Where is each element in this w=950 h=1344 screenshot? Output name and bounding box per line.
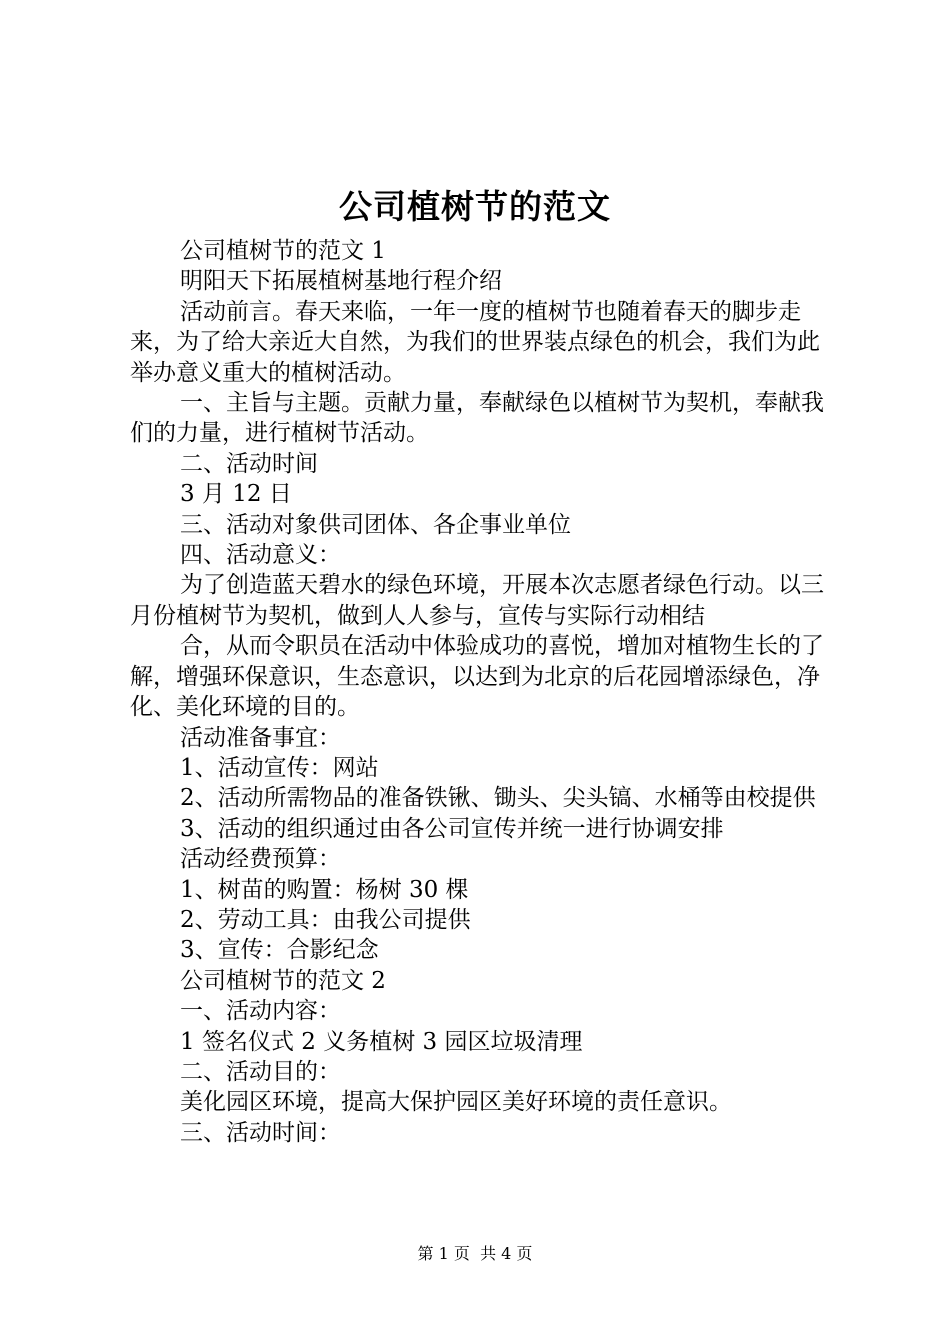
paragraph: 3、活动的组织通过由各公司宣传并统一进行协调安排 [180,815,724,842]
paragraph: 明阳天下拓展植树基地行程介绍 [180,268,502,295]
paragraph: 1 签名仪式 2 义务植树 3 园区垃圾清理 [180,1028,583,1055]
page-total: 共 4 页 [480,1244,533,1263]
paragraph: 活动前言。春天来临，一年一度的植树节也随着春天的脚步走来，为了给大亲近大自然，为我们的世界装点绿色的机会，我们为此举办意义重大的植树活动。 [130,298,820,386]
paragraph: 合，从而令职员在活动中体验成功的喜悦，增加对植物生长的了解，增强环保意识，生态意识，以达到为北京的后花园增添绿色，净化、美化环境的目的。 [130,633,824,721]
paragraph: 四、活动意义： [180,542,341,569]
document-body [130,236,840,1148]
paragraph: 活动经费预算： [180,846,341,873]
paragraph: 二、活动时间 [180,450,318,477]
paragraph: 1、活动宣传：网站 [180,754,379,781]
footer-spacer [470,1244,480,1263]
paragraph: 为了创造蓝天碧水的绿色环境，开展本次志愿者绿色行动。以三月份植树节为契机，做到人人参与，宣传与实际行动相结 [130,572,824,629]
paragraph: 公司植树节的范文 1 [180,238,386,264]
paragraph: 3、宣传：合影纪念 [180,937,379,964]
paragraph: 2、活动所需物品的准备铁锹、锄头、尖头镐、水桶等由校提供 [180,785,816,812]
paragraph: 3 月 12 日 [180,481,292,508]
paragraph: 公司植树节的范文 2 [180,967,386,994]
paragraph: 一、活动内容： [180,998,341,1025]
document-title: 公司植树节的范文 [339,187,611,226]
paragraph: 三、活动时间： [180,1119,341,1146]
page-footer [0,1242,950,1266]
paragraph: 三、活动对象供司团体、各企事业单位 [180,511,571,538]
paragraph: 一、主旨与主题。贡献力量，奉献绿色以植树节为契机，奉献我们的力量，进行植树节活动。 [130,390,824,447]
paragraph: 活动准备事宜： [180,724,341,751]
paragraph: 二、活动目的： [180,1058,341,1085]
paragraph: 2、劳动工具：由我公司提供 [180,906,471,933]
paragraph: 1、树苗的购置：杨树 30 棵 [180,876,469,903]
page-number: 第 1 页 [417,1244,470,1263]
paragraph: 美化园区环境，提高大保护园区美好环境的责任意识。 [180,1089,732,1116]
